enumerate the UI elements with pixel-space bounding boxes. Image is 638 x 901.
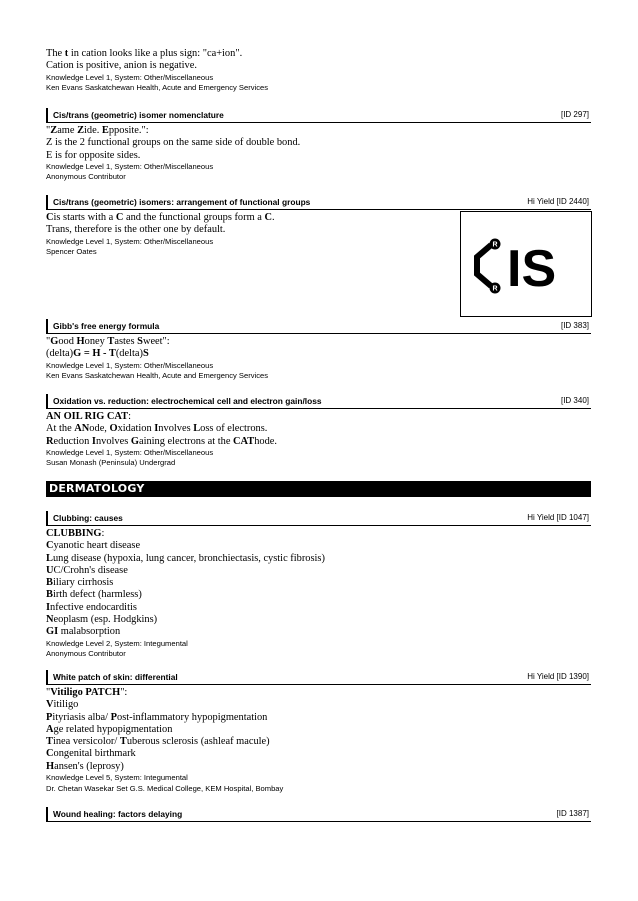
body-text: irth defect (harmless) — [52, 589, 142, 601]
body-text: is starts with a — [53, 212, 116, 223]
cis-letters: IS — [507, 240, 557, 298]
mnemonic-letter: L — [46, 552, 53, 564]
body-text: : — [128, 411, 131, 422]
body-text: " — [46, 125, 51, 136]
entry-id-tag: [ID 1387] — [556, 809, 589, 818]
entry-header[interactable] — [46, 394, 591, 409]
cis-diagram — [460, 211, 592, 317]
mnemonic-letter: E — [101, 125, 109, 136]
body-line — [46, 748, 591, 760]
mnemonic-letter: O — [109, 423, 118, 435]
entry-body — [46, 687, 591, 773]
mnemonic-letter: GI — [46, 626, 59, 638]
mnemonic-letter: T — [46, 736, 53, 748]
mnemonic-letter: L — [193, 423, 201, 435]
entry-gibbs — [46, 336, 591, 382]
entry-title: Wound healing: factors delaying — [53, 809, 183, 819]
body-line — [46, 528, 591, 540]
body-line — [46, 411, 591, 423]
mnemonic-letter: V — [46, 699, 54, 711]
body-line — [46, 761, 591, 773]
r-group-label: R — [492, 241, 498, 249]
body-text: and the functional groups form a — [123, 212, 265, 223]
body-text: oney — [84, 336, 108, 347]
mnemonic-letter: C — [115, 212, 124, 223]
mnemonic-letter: G — [50, 336, 59, 347]
body-line — [46, 614, 591, 626]
mnemonic-letter: R — [46, 435, 54, 447]
entry-author: Anonymous Contributor — [46, 172, 126, 182]
body-text: " — [46, 687, 51, 698]
body-line — [46, 150, 591, 162]
body-text: oss of electrons. — [200, 423, 268, 435]
body-text: uberous sclerosis (ashleaf macule) — [126, 736, 270, 748]
mnemonic-letter: G — [130, 435, 139, 447]
entry-meta: Knowledge Level 5, System: Integumental — [46, 773, 188, 783]
entry-id-tag: [ID 340] — [560, 396, 589, 405]
entry-author: Ken Evans Saskatchewan Health, Acute and Emergency Services — [46, 83, 269, 93]
entry-meta: Knowledge Level 1, System: Other/Miscellaneous — [46, 161, 214, 171]
body-text: hode. — [254, 435, 277, 447]
section-heading-dermatology — [46, 481, 591, 497]
body-text: E is for opposite sides. — [46, 149, 141, 161]
entry-header[interactable] — [46, 511, 591, 526]
body-text: ost-inflammatory hypopigmentation — [117, 711, 268, 723]
mnemonic-letter: I — [91, 435, 96, 447]
entry-id-tag: [ID 383] — [560, 321, 589, 330]
body-text: malabsorption — [58, 626, 121, 638]
body-line — [46, 436, 591, 448]
mnemonic-letter: H — [46, 760, 55, 772]
body-text: Cation is positive, anion is negative. — [46, 60, 197, 72]
body-line — [46, 687, 591, 699]
section-title: DERMATOLOGY — [49, 482, 145, 495]
entry-meta: Knowledge Level 2, System: Integumental — [46, 638, 188, 648]
entry-header[interactable] — [46, 108, 591, 123]
mnemonic-letter: H — [92, 348, 101, 360]
mnemonic-letter: C — [46, 540, 54, 552]
entry-meta: Knowledge Level 1, System: Other/Miscellaneous — [46, 72, 214, 82]
body-text: ityriasis alba/ — [52, 711, 111, 723]
body-text: ge related hypopigmentation — [53, 723, 173, 735]
entry-header[interactable] — [46, 319, 591, 334]
mnemonic-letter: CLUBBING — [46, 528, 102, 539]
mnemonic-letter: AN — [74, 423, 90, 435]
mnemonic-letter: Z — [77, 125, 85, 136]
entry-body — [46, 411, 591, 448]
entry-title: Clubbing: causes — [53, 513, 123, 523]
mnemonic-letter: - — [100, 348, 109, 360]
body-line — [46, 712, 591, 724]
body-text: (delta) — [115, 348, 143, 360]
mnemonic-letter: S — [137, 336, 143, 347]
entry-author: Spencer Oates — [46, 247, 97, 257]
entry-header[interactable] — [46, 195, 591, 210]
body-text: inea versicolor/ — [52, 736, 120, 748]
body-text: ansen's (leprosy) — [54, 760, 124, 772]
mnemonic-letter: T — [119, 736, 127, 748]
body-text: : — [101, 528, 105, 539]
body-line — [46, 540, 591, 552]
entry-body — [46, 48, 591, 73]
entry-author: Ken Evans Saskatchewan Health, Acute and Emergency Services — [46, 371, 269, 381]
body-text: ame — [57, 125, 78, 136]
entry-white-patch — [46, 687, 591, 794]
body-text: " — [46, 336, 51, 347]
body-text: C/Crohn's disease — [53, 564, 128, 576]
entry-meta: Knowledge Level 1, System: Other/Miscellaneous — [46, 236, 214, 246]
mnemonic-letter: S — [142, 348, 149, 360]
body-text: weet": — [142, 336, 170, 347]
mnemonic-letter: I — [154, 423, 159, 435]
body-text: ood — [58, 336, 77, 347]
body-line — [46, 626, 591, 638]
entry-meta: Knowledge Level 1, System: Other/Miscellaneous — [46, 360, 214, 370]
entry-title: White patch of skin: differential — [53, 672, 178, 682]
entry-header[interactable] — [46, 807, 591, 822]
body-text: itiligo — [53, 699, 79, 711]
mnemonic-letter: T — [107, 336, 115, 347]
entry-title: Oxidation vs. reduction: electrochemical cell and electron gain/loss — [53, 396, 322, 406]
mnemonic-letter: U — [46, 564, 54, 576]
mnemonic-letter: A — [46, 723, 54, 735]
body-text: The — [46, 48, 65, 59]
entry-id-tag: Hi Yield [ID 1390] — [527, 672, 589, 681]
entry-cistrans — [46, 125, 591, 183]
body-text: in cation looks like a plus sign: "ca+ion". — [68, 48, 243, 59]
entry-title: Cis/trans (geometric) isomer nomenclature — [53, 110, 224, 120]
mnemonic-letter: H — [76, 336, 85, 347]
body-text: nfective endocarditis — [50, 601, 137, 613]
mnemonic-letter: t — [64, 48, 69, 59]
body-line — [46, 423, 591, 435]
body-line — [46, 577, 591, 589]
body-text: ung disease (hypoxia, lung cancer, bronchiectasis, cystic fibrosis) — [52, 552, 325, 564]
body-line — [46, 602, 591, 614]
mnemonic-letter: AN OIL RIG CAT — [46, 411, 129, 422]
mnemonic-letter: Z — [50, 125, 58, 136]
mnemonic-letter: C — [46, 212, 54, 223]
body-line — [46, 736, 591, 748]
entry-oxidation-reduction — [46, 411, 591, 469]
body-line — [46, 589, 591, 601]
body-text: Z is the 2 functional groups on the same side of double bond. — [46, 137, 301, 149]
body-text: ongenital birthmark — [53, 748, 136, 760]
mnemonic-letter: B — [46, 589, 53, 601]
mnemonic-letter: P — [110, 711, 118, 723]
entry-author: Dr. Chetan Wasekar Set G.S. Medical College, KEM Hospital, Bombay — [46, 783, 284, 793]
r-group-label: R — [492, 285, 498, 293]
entry-body — [46, 528, 591, 639]
body-text: yanotic heart disease — [53, 540, 141, 552]
body-line — [46, 553, 591, 565]
body-text: Trans, therefore is the other one by default. — [46, 224, 226, 236]
mnemonic-letter: I — [46, 601, 51, 613]
mnemonic-letter: CAT — [233, 435, 255, 447]
entry-title: Gibb's free energy formula — [53, 321, 160, 331]
body-line — [46, 336, 591, 348]
entry-id-tag: Hi Yield [ID 1047] — [527, 513, 589, 522]
body-text: ide. — [84, 125, 102, 136]
body-text: nvolves — [95, 435, 131, 447]
body-text: iliary cirrhosis — [52, 577, 114, 589]
body-line — [46, 348, 591, 360]
entry-author: Susan Monash (Peninsula) Undergrad — [46, 458, 176, 468]
entry-author: Anonymous Contributor — [46, 649, 126, 659]
body-text: eoplasm (esp. Hodgkins) — [53, 614, 158, 626]
entry-cation — [46, 48, 591, 94]
mnemonic-letter: = — [81, 348, 93, 360]
entry-meta: Knowledge Level 1, System: Other/Miscellaneous — [46, 447, 214, 457]
mnemonic-letter: C — [264, 212, 272, 223]
body-text: pposite.": — [108, 125, 149, 136]
body-text: nvolves — [158, 423, 194, 435]
entry-id-tag: Hi Yield [ID 2440] — [527, 197, 589, 206]
entry-id-tag: [ID 297] — [560, 110, 589, 119]
mnemonic-letter: P — [46, 711, 53, 723]
mnemonic-letter: T — [108, 348, 116, 360]
body-line — [46, 724, 591, 736]
body-text: (delta) — [46, 348, 74, 360]
entry-body — [46, 336, 591, 361]
body-text: ": — [120, 687, 128, 698]
body-text: astes — [114, 336, 138, 347]
body-text: aining electrons at the — [138, 435, 234, 447]
cis-isomer-figure — [461, 212, 591, 316]
mnemonic-letter: G — [73, 348, 82, 360]
entry-clubbing — [46, 528, 591, 660]
body-text: ode, — [89, 423, 110, 435]
body-text: xidation — [117, 423, 155, 435]
entry-header[interactable] — [46, 670, 591, 685]
body-line — [46, 137, 591, 149]
body-text: . — [272, 212, 275, 223]
mnemonic-letter: Vitiligo PATCH — [50, 687, 121, 698]
body-text: At the — [46, 423, 75, 435]
body-line — [46, 125, 591, 137]
mnemonic-letter: C — [46, 748, 54, 760]
body-text: eduction — [53, 435, 92, 447]
body-line — [46, 565, 591, 577]
mnemonic-letter: N — [46, 614, 54, 626]
mnemonic-letter: B — [46, 577, 53, 589]
entry-body — [46, 125, 591, 162]
body-line — [46, 48, 591, 60]
body-line — [46, 699, 591, 711]
entry-title: Cis/trans (geometric) isomers: arrangement of functional groups — [53, 197, 311, 207]
body-line — [46, 60, 591, 72]
